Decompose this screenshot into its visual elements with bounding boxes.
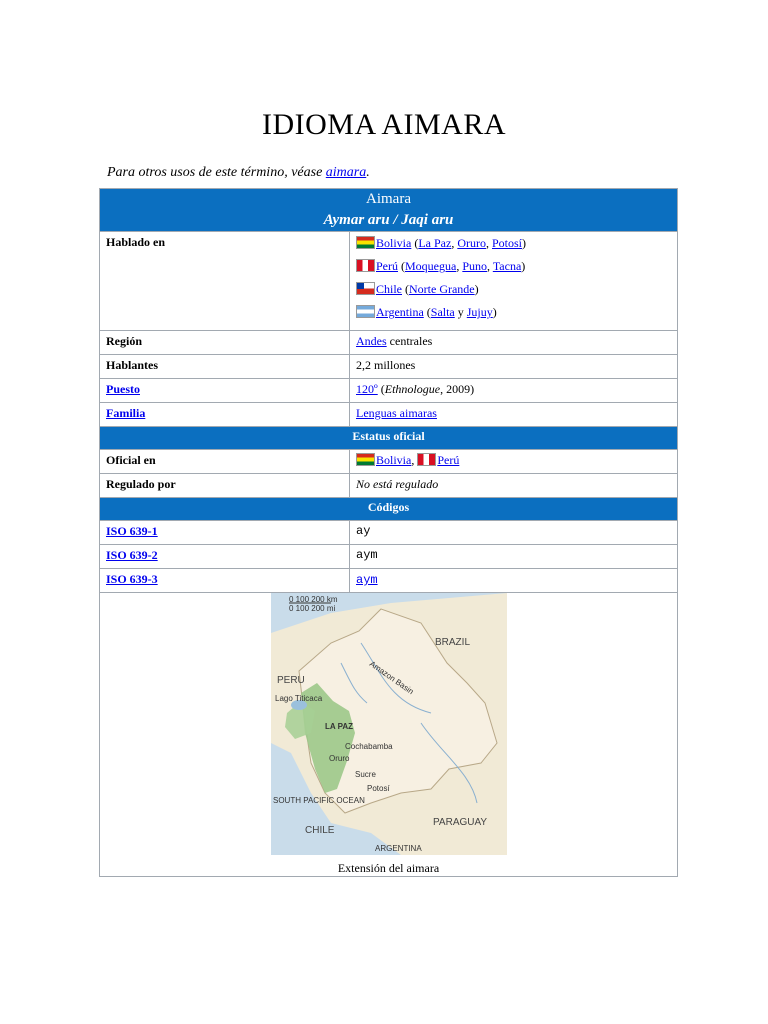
country-link[interactable]: Argentina bbox=[376, 305, 424, 319]
country-link[interactable]: Bolivia bbox=[376, 236, 412, 250]
map-label-peru: PERU bbox=[276, 675, 305, 686]
region-link[interactable]: La Paz bbox=[418, 236, 452, 250]
map-label-oruro: Oruro bbox=[328, 754, 349, 763]
map-caption: Extensión del aimara bbox=[337, 861, 440, 875]
iso2-link[interactable]: ISO 639-2 bbox=[106, 548, 158, 562]
family-value bbox=[350, 403, 678, 427]
infobox bbox=[99, 188, 678, 877]
map-label-lake: Lago Titicaca bbox=[274, 694, 322, 703]
family-label-cell bbox=[100, 403, 350, 427]
hatnote bbox=[107, 165, 370, 181]
speakers-label: Hablantes bbox=[100, 355, 350, 379]
bolivia-map[interactable] bbox=[271, 593, 507, 855]
hatnote-link[interactable]: aimara bbox=[325, 165, 367, 180]
region-link[interactable]: Andes bbox=[356, 334, 387, 348]
map-label-capital: LA PAZ bbox=[324, 722, 353, 731]
rank-year: , 2009) bbox=[440, 382, 475, 396]
region-link[interactable]: Moquegua bbox=[405, 259, 457, 273]
region-link[interactable]: Puno bbox=[462, 259, 488, 273]
region-value bbox=[350, 331, 678, 355]
region-text: centrales bbox=[386, 334, 433, 348]
native-name: Aymar aru / Jaqi aru bbox=[323, 212, 454, 228]
map-label-ocean: SOUTH PACIFIC OCEAN bbox=[272, 796, 365, 805]
rank-link[interactable]: 120º bbox=[356, 382, 378, 396]
region-link[interactable]: Salta bbox=[430, 305, 455, 319]
regulated-label: Regulado por bbox=[100, 474, 350, 498]
map-label-argentina: ARGENTINA bbox=[374, 844, 422, 853]
argentina-flag-icon bbox=[356, 305, 375, 318]
iso2-label-cell bbox=[100, 545, 350, 569]
spoken-in-list bbox=[350, 232, 678, 331]
region-link[interactable]: Potosí bbox=[492, 236, 523, 250]
map-label-chile: CHILE bbox=[304, 825, 334, 836]
map-label-brazil: BRAZIL bbox=[434, 637, 470, 648]
rank-source: Ethnologue bbox=[384, 382, 441, 396]
family-label-link[interactable]: Familia bbox=[106, 406, 146, 420]
region-link[interactable]: Norte Grande bbox=[409, 282, 475, 296]
hatnote-prefix: Para otros usos de este término, véase bbox=[107, 165, 326, 180]
map-label-potosi: Potosí bbox=[366, 784, 390, 793]
language-name: Aimara bbox=[366, 191, 411, 207]
rank-value: 120º (Ethnologue, 2009) bbox=[350, 379, 678, 403]
region-link[interactable]: Oruro bbox=[457, 236, 486, 250]
bolivia-flag-icon bbox=[356, 236, 375, 249]
bolivia-flag-icon bbox=[356, 453, 375, 466]
family-link[interactable]: Lenguas aimaras bbox=[356, 406, 437, 420]
iso3-label-cell bbox=[100, 569, 350, 593]
iso1-link[interactable]: ISO 639-1 bbox=[106, 524, 158, 538]
spoken-in-label: Hablado en bbox=[100, 232, 350, 331]
country-link[interactable]: Chile bbox=[376, 282, 402, 296]
iso3-value-link[interactable]: aym bbox=[356, 573, 378, 587]
speakers-value: 2,2 millones bbox=[350, 355, 678, 379]
region-link[interactable]: Tacna bbox=[492, 259, 522, 273]
map-scale-mi: 0 100 200 mi bbox=[288, 604, 335, 613]
official-peru-link[interactable]: Perú bbox=[437, 453, 460, 467]
spoken-in-item: Bolivia (La Paz, Oruro, Potosí) bbox=[356, 235, 671, 258]
rank-label-link[interactable]: Puesto bbox=[106, 382, 140, 396]
iso1-label-cell bbox=[100, 521, 350, 545]
codes-header: Códigos bbox=[100, 498, 678, 521]
regulated-text: No está regulado bbox=[356, 477, 439, 491]
map-label-sucre: Sucre bbox=[354, 770, 376, 779]
map-label-cochabamba: Cochabamba bbox=[344, 742, 393, 751]
infobox-header bbox=[100, 189, 678, 232]
official-status-header: Estatus oficial bbox=[100, 427, 678, 450]
chile-flag-icon bbox=[356, 282, 375, 295]
iso3-value-cell bbox=[350, 569, 678, 593]
official-in-value: Bolivia, Perú bbox=[350, 450, 678, 474]
official-in-label: Oficial en bbox=[100, 450, 350, 474]
spoken-in-item: Argentina (Salta y Jujuy) bbox=[356, 304, 671, 327]
iso1-value: ay bbox=[350, 521, 678, 545]
iso3-link[interactable]: ISO 639-3 bbox=[106, 572, 158, 586]
peru-flag-icon bbox=[417, 453, 436, 466]
rank-label-cell bbox=[100, 379, 350, 403]
map-label-basin: Amazon Basin bbox=[367, 659, 415, 697]
region-link[interactable]: Jujuy bbox=[466, 305, 493, 319]
country-link[interactable]: Perú bbox=[376, 259, 398, 273]
iso2-value: aym bbox=[350, 545, 678, 569]
map-scale-km: 0 100 200 km bbox=[288, 595, 337, 604]
map-cell bbox=[100, 593, 678, 877]
region-label: Región bbox=[100, 331, 350, 355]
regulated-value bbox=[350, 474, 678, 498]
map-label-paraguay: PARAGUAY bbox=[432, 817, 487, 828]
hatnote-suffix: . bbox=[366, 165, 370, 180]
official-bolivia-link[interactable]: Bolivia bbox=[376, 453, 412, 467]
peru-flag-icon bbox=[356, 259, 375, 272]
spoken-in-item: Chile (Norte Grande) bbox=[356, 281, 671, 304]
page-title: IDIOMA AIMARA bbox=[261, 108, 506, 141]
spoken-in-item: Perú (Moquegua, Puno, Tacna) bbox=[356, 258, 671, 281]
